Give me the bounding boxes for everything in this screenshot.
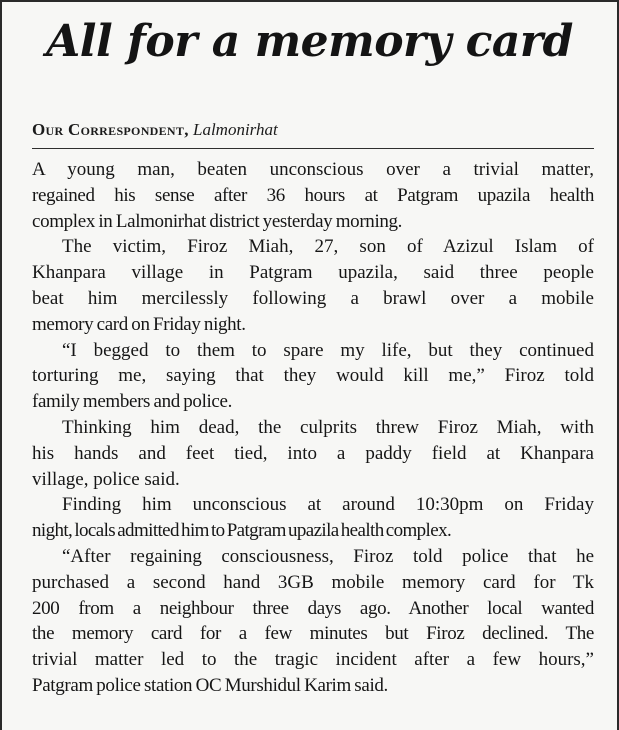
article-body	[32, 157, 594, 699]
article-line: torturing me, saying that they would kill me,” Firoz told	[32, 365, 594, 387]
article-line: Khanpara village in Patgram upazila, said three people	[32, 262, 594, 284]
article-line: Patgram police station OC Murshidul Karim said.	[32, 674, 388, 696]
article-line: purchased a second hand 3GB mobile memory card for Tk	[32, 571, 594, 593]
article-line: regained his sense after 36 hours at Patgram upazila health	[32, 184, 594, 206]
article-line: A young man, beaten unconscious over a trivial matter,	[32, 159, 594, 180]
byline-divider	[32, 148, 594, 149]
article-line: Finding him unconscious at around 10:30pm on Friday	[62, 494, 594, 516]
byline	[32, 120, 278, 140]
article-line: “I begged to them to spare my life, but they continued	[62, 339, 594, 361]
headline: All for a memory card	[46, 16, 573, 67]
article-line: Thinking him dead, the culprits threw Firoz Miah, with	[62, 416, 594, 438]
article-line: The victim, Firoz Miah, 27, son of Azizul Islam of	[62, 236, 594, 258]
article-line: night, locals admitted him to Patgram upazila health complex.	[32, 520, 452, 542]
article-line: memory card on Friday night.	[32, 313, 246, 335]
article-line: 200 from a neighbour three days ago. Another local wanted	[32, 597, 594, 619]
article-line: family members and police.	[32, 391, 232, 413]
article-line: village, police said.	[32, 468, 180, 490]
article-line: complex in Lalmonirhat district yesterday morning.	[32, 210, 403, 232]
article-line: the memory card for a few minutes but Firoz declined. The	[32, 623, 594, 645]
article-line: “After regaining consciousness, Firoz told police that he	[62, 545, 594, 567]
article-line: beat him mercilessly following a brawl over a mobile	[32, 287, 594, 309]
byline-location: Lalmonirhat	[193, 120, 278, 139]
byline-correspondent: Our Correspondent,	[32, 120, 189, 139]
article-line: his hands and feet tied, into a paddy field at Khanpara	[32, 442, 594, 464]
article-line: trivial matter led to the tragic incident after a few hours,”	[32, 649, 594, 671]
